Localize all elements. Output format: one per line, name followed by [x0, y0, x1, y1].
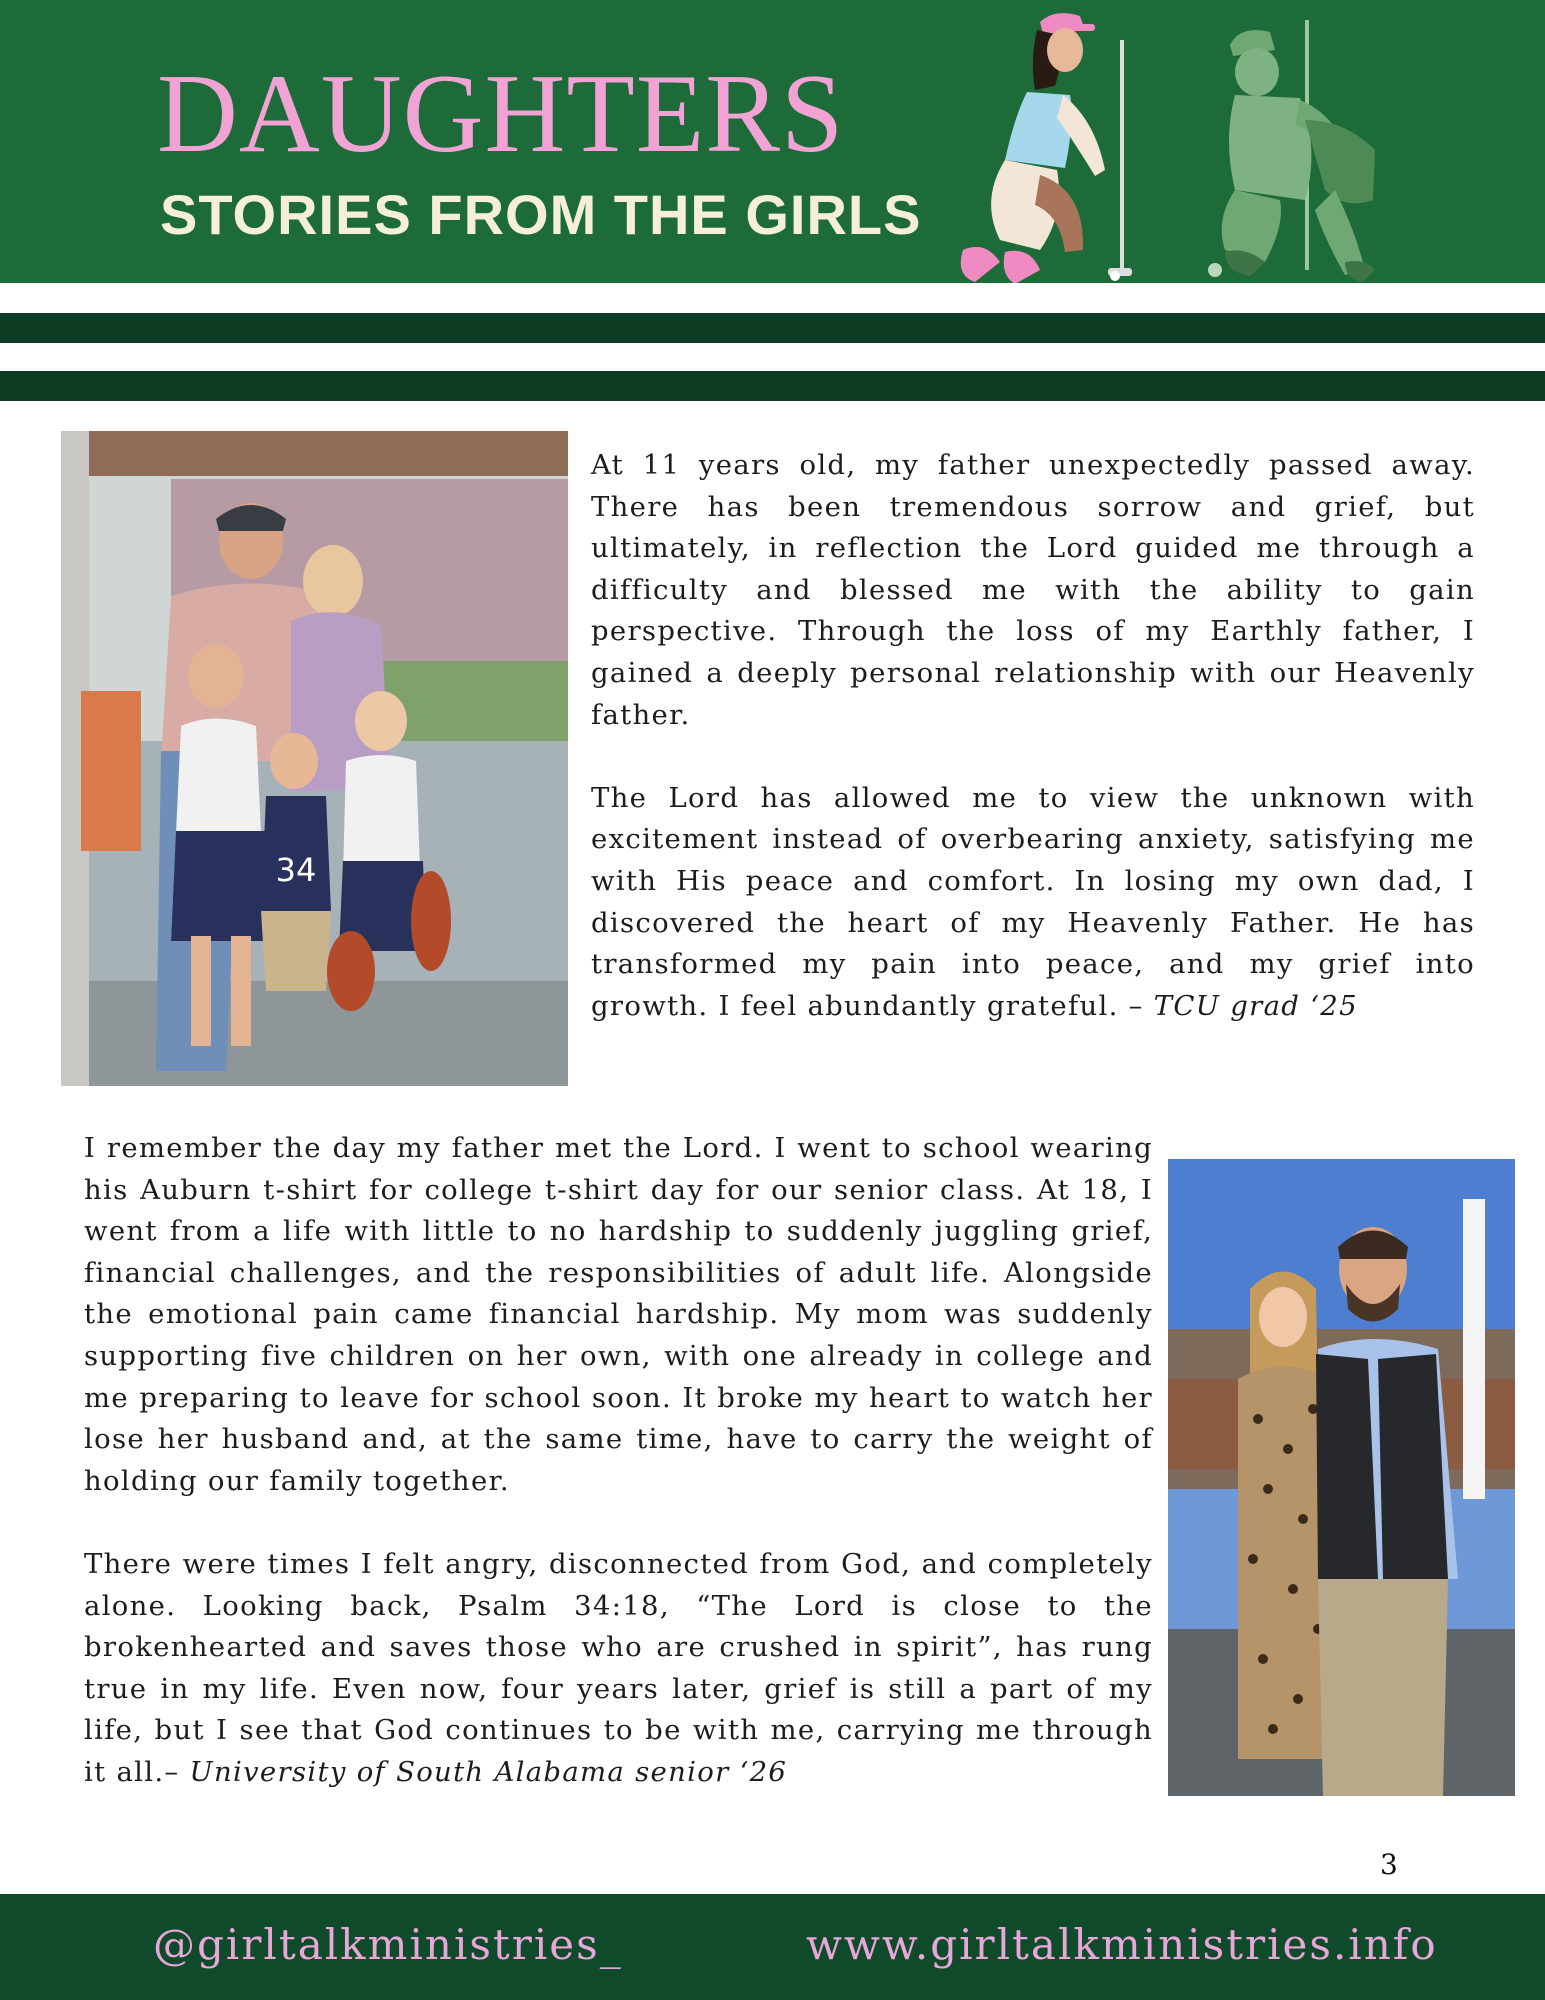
story-two-text	[84, 1128, 1153, 1794]
family-stadium-photo	[61, 431, 568, 1086]
story-one-attribution: TCU grad ‘25	[1153, 989, 1358, 1022]
website-link[interactable]: www.girltalkministries.info	[806, 1920, 1438, 1969]
story-two-attribution: University of South Alabama senior ‘26	[189, 1755, 788, 1788]
story-two-paragraph-text: There were times I felt angry, disconnected from God, and completely alone. Looking back, Psalm 34:18, “The Lord is close to the brokenhearted and saves those who are crushed in spirit”, has rung true in my life. Even now, four years later, grief is still a part of my life, but I see that God continues to be with me, carrying me through it all.–	[84, 1547, 1153, 1788]
page-subtitle: STORIES FROM THE GIRLS	[160, 183, 922, 246]
header-banner	[0, 0, 1545, 283]
story-one-paragraph	[591, 778, 1475, 1028]
story-two-paragraph	[84, 1544, 1153, 1794]
story-one-paragraph: At 11 years old, my father unexpectedly passed away. There has been tremendous sorrow and grief, but ultimately, in reflection the Lord guided me through a difficulty and blessed me with the ability to gain perspective. Through the loss of my Earthly father, I gained a deeply personal relationship with our Heavenly father.	[591, 449, 1475, 731]
woman-golfer-illustration	[945, 0, 1145, 283]
story-one-paragraph-text: The Lord has allowed me to view the unknown with excitement instead of overbearing anxiety, satisfying me with His peace and comfort. In losing my own dad, I discovered the heart of my Heavenly Father. He has transformed my pain into peace, and my grief into growth. I feel abundantly grateful. –	[591, 781, 1475, 1022]
story-one-text	[591, 445, 1475, 1027]
divider-stripe	[0, 313, 1545, 343]
divider-stripe	[0, 371, 1545, 401]
footer-banner	[0, 1894, 1545, 2000]
father-daughter-rooftop-photo	[1168, 1159, 1515, 1796]
instagram-handle-link[interactable]: @girltalkministries_	[153, 1920, 623, 1969]
story-two-paragraph: I remember the day my father met the Lord. I went to school wearing his Auburn t-shirt for college t-shirt day for our senior class. At 18, I went from a life with little to no hardship to suddenly juggling grief, financial challenges, and the responsibilities of adult life. Alongside the emotional pain came financial hardship. My mom was suddenly supporting five children on her own, with one already in college and me preparing to leave for school soon. It broke my heart to watch her lose her husband and, at the same time, have to carry the weight of holding our family together.	[84, 1132, 1153, 1497]
man-golfer-illustration	[1195, 0, 1395, 283]
page-number: 3	[1380, 1848, 1398, 1881]
svg-text:34: 34	[275, 851, 317, 889]
page-title: DAUGHTERS	[157, 52, 845, 176]
